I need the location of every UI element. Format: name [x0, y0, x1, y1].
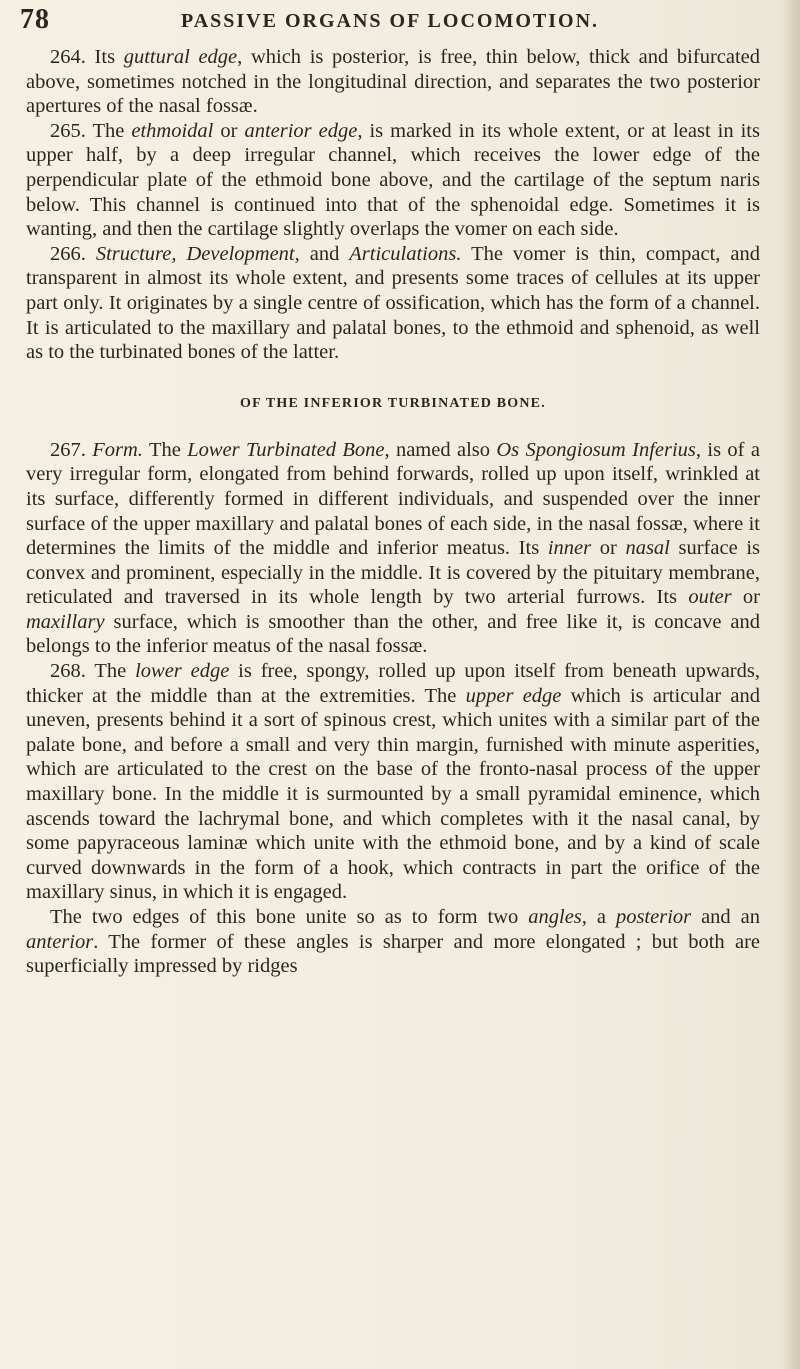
text-run: or	[731, 586, 760, 609]
italic-term: Form.	[92, 438, 143, 461]
italic-term: outer	[688, 586, 732, 609]
text-run: , which is posterior, is free, thin below, thick and bifurcated above, sometimes notched in the longitudinal direction, and separates the two posterior apertures of the nasal fossæ.	[26, 46, 761, 118]
paragraph-group-vomer	[26, 45, 760, 365]
text-run: and an	[691, 906, 760, 928]
paragraph	[26, 905, 760, 979]
text-run	[86, 243, 96, 265]
text-run: The two edges of this bone unite so as to form two	[50, 906, 529, 928]
italic-term: guttural edge	[123, 46, 238, 68]
paragraph-number: 266.	[50, 242, 86, 265]
text-run: or	[213, 119, 245, 142]
paragraph-number: 268.	[50, 660, 86, 683]
text-run: is free, spongy, rolled up upon itself from beneath upwards, thicker at the middle than at the extremities. The	[26, 660, 760, 707]
section-heading: OF THE INFERIOR TURBINATED BONE.	[240, 395, 546, 411]
italic-term: angles	[528, 906, 582, 928]
italic-term: anterior	[26, 930, 94, 953]
text-run: and	[299, 242, 350, 265]
text-run: Its	[85, 46, 124, 68]
text-run: or	[591, 537, 626, 560]
paragraph-number: 264.	[50, 46, 86, 68]
paragraph-number: 265.	[50, 119, 86, 142]
italic-term: posterior	[615, 906, 692, 928]
page-edge-shadow	[782, 0, 800, 1369]
text-run: , is of a very irregular form, elongated from behind forwards, rolled up upon itself, wrinkled at its surface, differently formed in different individuals, and suspended over the inner surface of the upper maxillary and palatal bones of each side, in the nasal fossæ, where it determines the limits of the middle and inferior meatus. Its	[26, 438, 760, 560]
paragraph	[26, 45, 760, 119]
page-header	[20, 4, 760, 38]
italic-term: maxillary	[26, 610, 105, 633]
paragraph	[26, 659, 760, 905]
italic-term: ethmoidal	[131, 119, 214, 142]
running-head: PASSIVE ORGANS OF LOCOMOTION.	[180, 10, 600, 32]
italic-term: lower edge	[135, 660, 230, 683]
italic-term: Articulations.	[349, 242, 462, 265]
italic-term: Structure, Development,	[95, 242, 300, 265]
text-run	[513, 685, 522, 707]
paragraph	[26, 438, 760, 659]
italic-term: anterior edge	[244, 119, 358, 142]
text-run: which is articular and uneven, presents behind it a sort of spinous crest, which unites with a similar part of the palate bone, and before a small and very thin margin, furnished with minute asperities, which are articulated to the crest on the base of the fronto-nasal process of the upper maxillary bone. In the middle it is surmounted by a small pyramidal eminence, which ascends toward the lachrymal bone, and which completes with it the nasal canal, by some papyraceous laminæ which unite with the ethmoid bone, and by a kind of scale curved downwards in the form of a hook, which contracts in part the orifice of the maxillary sinus, in which it is engaged.	[26, 684, 760, 904]
text-run: The	[85, 660, 136, 683]
italic-term: upper	[465, 684, 514, 707]
italic-term: Lower Turbinated Bone	[187, 438, 385, 461]
body-text	[26, 45, 760, 979]
text-run: , named also	[384, 438, 497, 461]
paragraph-number: 267.	[50, 438, 86, 461]
text-run: The	[85, 119, 132, 142]
text-run: The	[142, 438, 188, 461]
paragraph-group-turbinated	[26, 438, 760, 979]
paragraph	[26, 242, 760, 365]
paragraph	[26, 119, 760, 242]
page-number: 78	[20, 4, 50, 35]
text-run: surface is convex and prominent, especially in the middle. It is covered by the pituitary membrane, reticulated and traversed in its whole length by two arterial furrows. Its	[26, 537, 760, 609]
text-run: The vomer is thin, compact, and transparent in almost its whole extent, and presents some traces of cellules at its upper part only. It originates by a single centre of ossification, which has the form of a channel. It is articulated to the maxillary and palatal bones, to the ethmoid and sphenoid, as well as to the turbinated bones of the latter.	[26, 242, 760, 364]
text-run: . The former of these angles is sharper and more elongated ; but both are superficially impressed by ridges	[26, 930, 760, 978]
italic-term: inner	[547, 537, 592, 560]
text-run: , is marked in its whole extent, or at least in its upper half, by a deep irregular channel, which receives the lower edge of the perpendicular plate of the ethmoid bone above, and the cartilage of the septum naris below. This channel is continued into that of the sphenoidal edge. Sometimes it is wanting, and then the cartilage slightly overlaps the vomer on each side.	[26, 119, 760, 241]
italic-term: edge	[522, 684, 562, 707]
text-run: surface, which is smoother than the other, and free like it, is concave and belongs to the inferior meatus of the nasal fossæ.	[26, 610, 760, 658]
italic-term: Os Spongiosum Inferius	[496, 438, 696, 461]
text-run: , a	[581, 906, 616, 928]
italic-term: nasal	[625, 537, 670, 560]
